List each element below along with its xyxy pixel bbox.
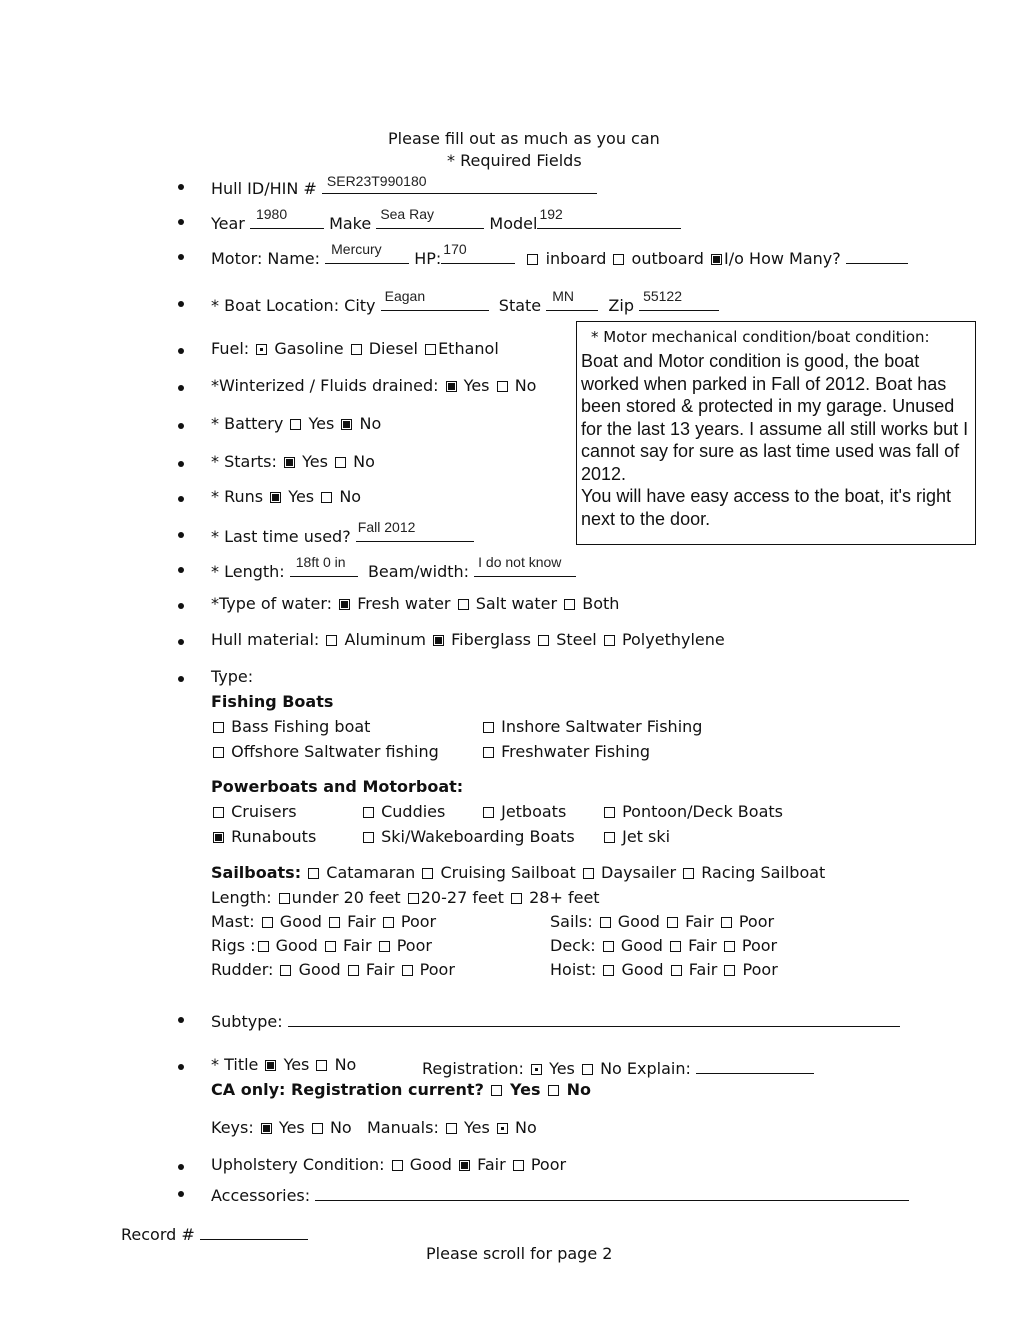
- hoist-label: Hoist:: [550, 960, 597, 979]
- last-used-field[interactable]: [356, 519, 474, 542]
- cruisers-label: Cruisers: [231, 802, 297, 821]
- hull-id-field[interactable]: [322, 175, 597, 194]
- accessories-label: Accessories:: [211, 1186, 311, 1205]
- rigs-label: Rigs :: [211, 936, 256, 955]
- city-value: Eagan: [384, 288, 426, 304]
- battery-no-label: No: [359, 414, 382, 433]
- accessories-row: [211, 1182, 909, 1205]
- sails-good-label: Good: [617, 912, 660, 931]
- inboard-label: inboard: [545, 249, 607, 268]
- winterized-yes-checkbox[interactable]: [446, 381, 457, 392]
- bass-option: [211, 717, 370, 736]
- inshore-option: [481, 717, 702, 736]
- hoist-poor-checkbox[interactable]: [724, 965, 735, 976]
- deck-poor-label: Poor: [741, 936, 778, 955]
- hull-material-row: [211, 630, 725, 649]
- runs-no-checkbox[interactable]: [321, 492, 332, 503]
- motor-name-label: Motor: Name:: [211, 249, 321, 268]
- jetski-checkbox[interactable]: [604, 832, 615, 843]
- offshore-label: Offshore Saltwater fishing: [231, 742, 439, 761]
- freshwater-option: [481, 742, 650, 761]
- rigs-fair-checkbox[interactable]: [325, 941, 336, 952]
- sails-good-checkbox[interactable]: [600, 917, 611, 928]
- deck-label: Deck:: [550, 936, 596, 955]
- jetboats-option: [481, 802, 566, 821]
- accessories-field[interactable]: [315, 1182, 909, 1201]
- both-water-checkbox[interactable]: [564, 599, 575, 610]
- hoist-poor-label: Poor: [742, 960, 778, 979]
- ski-label: Ski/Wakeboarding Boats: [381, 827, 575, 846]
- condition-box[interactable]: [576, 321, 976, 545]
- hp-label: HP:: [414, 249, 442, 268]
- manuals-no-label: No: [515, 1118, 537, 1137]
- city-label: * Boat Location: City: [211, 296, 376, 315]
- inshore-checkbox[interactable]: [483, 722, 494, 733]
- rudder-poor-checkbox[interactable]: [402, 965, 413, 976]
- jetski-option: [602, 827, 670, 846]
- power-heading: Powerboats and Motorboat:: [211, 777, 464, 796]
- bullet: [178, 1017, 184, 1023]
- manuals-label: Manuals:: [366, 1118, 439, 1137]
- racing-label: Racing Sailboat: [701, 863, 826, 882]
- battery-row: [211, 414, 381, 433]
- registration-no-label: No Explain:: [600, 1059, 691, 1078]
- beam-field[interactable]: [474, 554, 576, 577]
- bullet: [178, 532, 184, 538]
- zip-value: 55122: [643, 288, 683, 304]
- io-checkbox[interactable]: [711, 254, 722, 265]
- record-field[interactable]: [200, 1221, 308, 1240]
- water-label: *Type of water:: [211, 594, 333, 613]
- rudder-good-label: Good: [298, 960, 341, 979]
- instructions-line: Please fill out as much as you can: [388, 129, 660, 148]
- mast-poor-checkbox[interactable]: [383, 917, 394, 928]
- beam-value: I do not know: [478, 554, 562, 570]
- length-label: * Length:: [211, 562, 285, 581]
- inshore-label: Inshore Saltwater Fishing: [501, 717, 703, 736]
- year-make-model-row: [211, 206, 681, 233]
- motor-row: [211, 241, 908, 268]
- length-field[interactable]: [290, 554, 358, 577]
- battery-label: * Battery: [211, 414, 284, 433]
- upholstery-poor-checkbox[interactable]: [513, 1160, 524, 1171]
- condition-text: Boat and Motor condition is good, the boat worked when parked in Fall of 2012. Boat has been stored & protected in my garage. Unused for the last 13 years. I assume all still works but I cannot say for sure as last time used was fall of 2012.: [581, 351, 969, 484]
- last-used-value: Fall 2012: [357, 519, 416, 535]
- ca-no-checkbox[interactable]: [548, 1085, 559, 1096]
- registration-label: Registration:: [422, 1059, 524, 1078]
- footer-note: Please scroll for page 2: [426, 1244, 613, 1263]
- rudder-fair-label: Fair: [365, 960, 395, 979]
- title-yes-checkbox[interactable]: [265, 1060, 276, 1071]
- winterized-row: [211, 376, 536, 395]
- last-used-label: * Last time used?: [211, 527, 351, 546]
- 28plus-label: 28+ feet: [529, 888, 600, 907]
- bullet: [178, 301, 184, 307]
- upholstery-row: [211, 1155, 566, 1174]
- sail-length-row: [211, 888, 600, 907]
- rudder-fair-checkbox[interactable]: [348, 965, 359, 976]
- required-note: * Required Fields: [447, 151, 582, 170]
- aluminum-checkbox[interactable]: [326, 635, 337, 646]
- location-row: [211, 288, 719, 315]
- rudder-label: Rudder:: [211, 960, 274, 979]
- runs-no-label: No: [339, 487, 362, 506]
- beam-label: Beam/width:: [367, 562, 470, 581]
- catamaran-label: Catamaran: [326, 863, 416, 882]
- last-used-row: [211, 519, 474, 546]
- state-value: MN: [552, 288, 575, 304]
- polyethylene-label: Polyethylene: [621, 630, 725, 649]
- title-no-checkbox[interactable]: [316, 1060, 327, 1071]
- fishing-heading: Fishing Boats: [211, 692, 334, 711]
- record-label: Record #: [121, 1225, 195, 1244]
- sails-poor-label: Poor: [738, 912, 775, 931]
- steel-label: Steel: [556, 630, 597, 649]
- bullet: [178, 184, 184, 190]
- fresh-water-checkbox[interactable]: [339, 599, 350, 610]
- offshore-option: [211, 742, 439, 761]
- title-no-label: No: [334, 1055, 357, 1074]
- ca-no-label: No: [566, 1080, 592, 1099]
- mast-poor-label: Poor: [400, 912, 437, 931]
- rudder-poor-label: Poor: [419, 960, 455, 979]
- cruising-label: Cruising Sailboat: [440, 863, 576, 882]
- year-value: 1980: [255, 206, 288, 222]
- upholstery-poor-label: Poor: [530, 1155, 567, 1174]
- runabouts-option: [211, 827, 316, 846]
- water-row: [211, 594, 619, 613]
- cruisers-option: [211, 802, 297, 821]
- registration-no-checkbox[interactable]: [582, 1064, 593, 1075]
- cuddies-checkbox[interactable]: [363, 807, 374, 818]
- under20-checkbox[interactable]: [279, 893, 290, 904]
- bullet: [178, 567, 184, 573]
- ski-option: [361, 827, 575, 846]
- make-label: Make: [329, 214, 372, 233]
- ca-yes-label: Yes: [510, 1080, 541, 1099]
- runs-yes-checkbox[interactable]: [270, 492, 281, 503]
- ca-only-row: [211, 1080, 591, 1099]
- starts-yes-label: Yes: [302, 452, 328, 471]
- bullet: [178, 1164, 184, 1170]
- state-label: State: [498, 296, 542, 315]
- manuals-yes-checkbox[interactable]: [446, 1123, 457, 1134]
- ski-checkbox[interactable]: [363, 832, 374, 843]
- keys-no-checkbox[interactable]: [312, 1123, 323, 1134]
- freshwater-label: Freshwater Fishing: [501, 742, 651, 761]
- make-field[interactable]: [376, 206, 484, 229]
- ca-only-label: CA only: Registration current?: [211, 1080, 484, 1099]
- offshore-checkbox[interactable]: [213, 747, 224, 758]
- rigs-row: [211, 936, 432, 955]
- bullet: [178, 385, 184, 391]
- starts-label: * Starts:: [211, 452, 277, 471]
- daysailer-label: Daysailer: [601, 863, 677, 882]
- bass-checkbox[interactable]: [213, 722, 224, 733]
- rigs-good-label: Good: [275, 936, 318, 955]
- ethanol-checkbox[interactable]: [425, 344, 436, 355]
- pontoon-checkbox[interactable]: [604, 807, 615, 818]
- mast-fair-label: Fair: [347, 912, 376, 931]
- zip-field[interactable]: [639, 288, 719, 311]
- zip-label: Zip: [608, 296, 634, 315]
- mast-row: [211, 912, 436, 931]
- motor-name-field[interactable]: [325, 241, 409, 264]
- rudder-good-checkbox[interactable]: [280, 965, 291, 976]
- rigs-good-checkbox[interactable]: [258, 941, 269, 952]
- winterized-yes-label: Yes: [463, 376, 490, 395]
- pontoon-label: Pontoon/Deck Boats: [622, 802, 783, 821]
- outboard-label: outboard: [631, 249, 704, 268]
- ethanol-label: Ethanol: [438, 339, 499, 358]
- hull-material-label: Hull material:: [211, 630, 320, 649]
- motor-name-value: Mercury: [331, 241, 382, 257]
- hoist-good-checkbox[interactable]: [603, 965, 614, 976]
- ca-yes-checkbox[interactable]: [491, 1085, 502, 1096]
- starts-no-label: No: [353, 452, 375, 471]
- model-field[interactable]: [537, 206, 681, 229]
- bullet: [178, 676, 184, 682]
- bullet: [178, 461, 184, 467]
- bullet: [178, 219, 184, 225]
- hp-value: 170: [443, 241, 467, 257]
- rigs-poor-label: Poor: [396, 936, 432, 955]
- salt-water-label: Salt water: [475, 594, 558, 613]
- keys-row: [211, 1118, 537, 1137]
- 20to27-checkbox[interactable]: [408, 893, 419, 904]
- manuals-no-checkbox[interactable]: [497, 1123, 508, 1134]
- subtype-label: Subtype:: [211, 1012, 283, 1031]
- gasoline-label: Gasoline: [274, 339, 344, 358]
- starts-yes-checkbox[interactable]: [284, 457, 295, 468]
- runabouts-label: Runabouts: [231, 827, 317, 846]
- title-yes-label: Yes: [283, 1055, 310, 1074]
- jetboats-checkbox[interactable]: [483, 807, 494, 818]
- polyethylene-checkbox[interactable]: [604, 635, 615, 646]
- hull-id-row: [211, 175, 597, 198]
- aluminum-label: Aluminum: [344, 630, 426, 649]
- mast-label: Mast:: [211, 912, 255, 931]
- bullet: [178, 496, 184, 502]
- registration-yes-label: Yes: [549, 1059, 575, 1078]
- under20-label: under 20 feet: [291, 888, 401, 907]
- mast-good-checkbox[interactable]: [262, 917, 273, 928]
- battery-no-checkbox[interactable]: [341, 419, 352, 430]
- freshwater-checkbox[interactable]: [483, 747, 494, 758]
- starts-no-checkbox[interactable]: [335, 457, 346, 468]
- mast-fair-checkbox[interactable]: [329, 917, 340, 928]
- bullet: [178, 1191, 184, 1197]
- record-row: [121, 1221, 308, 1244]
- city-field[interactable]: [381, 288, 489, 311]
- cruisers-checkbox[interactable]: [213, 807, 224, 818]
- sails-fair-checkbox[interactable]: [667, 917, 678, 928]
- catamaran-checkbox[interactable]: [308, 868, 319, 879]
- winterized-label: *Winterized / Fluids drained:: [211, 376, 439, 395]
- year-field[interactable]: [250, 206, 324, 229]
- condition-heading: * Motor mechanical condition/boat condition:: [591, 328, 930, 346]
- sail-heading: Sailboats:: [211, 863, 302, 882]
- jetski-label: Jet ski: [622, 827, 671, 846]
- bullet: [178, 348, 184, 354]
- deck-poor-checkbox[interactable]: [724, 941, 735, 952]
- 28plus-checkbox[interactable]: [511, 893, 522, 904]
- hoist-fair-label: Fair: [688, 960, 718, 979]
- diesel-checkbox[interactable]: [351, 344, 362, 355]
- hoist-good-label: Good: [621, 960, 664, 979]
- 20to27-label: 20-27 feet: [420, 888, 504, 907]
- runs-row: [211, 487, 361, 506]
- title-label: * Title: [211, 1055, 259, 1074]
- cruising-checkbox[interactable]: [422, 868, 433, 879]
- bullet: [178, 603, 184, 609]
- deck-fair-label: Fair: [688, 936, 717, 955]
- hoist-fair-checkbox[interactable]: [671, 965, 682, 976]
- upholstery-fair-checkbox[interactable]: [459, 1160, 470, 1171]
- sails-row: [550, 912, 774, 931]
- racing-checkbox[interactable]: [683, 868, 694, 879]
- runs-label: * Runs: [211, 487, 264, 506]
- title-row: [211, 1055, 356, 1074]
- hoist-row: [550, 960, 778, 979]
- inboard-checkbox[interactable]: [527, 254, 538, 265]
- subtype-field[interactable]: [288, 1008, 900, 1027]
- sail-length-label: Length:: [211, 888, 272, 907]
- length-value: 18ft 0 in: [295, 554, 346, 570]
- deck-good-label: Good: [620, 936, 663, 955]
- sails-poor-checkbox[interactable]: [721, 917, 732, 928]
- hull-id-label: Hull ID/HIN #: [211, 179, 317, 198]
- both-water-label: Both: [582, 594, 620, 613]
- fiberglass-checkbox[interactable]: [433, 635, 444, 646]
- bullet: [178, 254, 184, 260]
- cuddies-label: Cuddies: [381, 802, 446, 821]
- hp-field[interactable]: [441, 241, 515, 264]
- hull-id-value: SER23T990180: [326, 173, 427, 189]
- deck-row: [550, 936, 777, 955]
- io-label: I/o How Many?: [724, 249, 841, 268]
- mast-good-label: Good: [279, 912, 322, 931]
- fuel-row: [211, 339, 499, 358]
- upholstery-good-checkbox[interactable]: [392, 1160, 403, 1171]
- condition-text-2: You will have easy access to the boat, it's right next to the door.: [581, 486, 951, 529]
- runabouts-checkbox[interactable]: [213, 832, 224, 843]
- keys-label: Keys:: [211, 1118, 254, 1137]
- explain-field[interactable]: [696, 1055, 814, 1074]
- jetboats-label: Jetboats: [501, 802, 567, 821]
- sails-label: Sails:: [550, 912, 593, 931]
- length-row: [211, 554, 576, 581]
- subtype-row: [211, 1008, 900, 1031]
- bullet: [178, 639, 184, 645]
- rigs-poor-checkbox[interactable]: [379, 941, 390, 952]
- model-value: 192: [539, 206, 563, 222]
- manuals-yes-label: Yes: [464, 1118, 490, 1137]
- upholstery-label: Upholstery Condition:: [211, 1155, 385, 1174]
- starts-row: [211, 452, 375, 471]
- runs-yes-label: Yes: [288, 487, 315, 506]
- sails-fair-label: Fair: [685, 912, 714, 931]
- upholstery-fair-label: Fair: [477, 1155, 506, 1174]
- bullet: [178, 423, 184, 429]
- make-value: Sea Ray: [380, 206, 435, 222]
- fresh-water-label: Fresh water: [357, 594, 451, 613]
- deck-good-checkbox[interactable]: [603, 941, 614, 952]
- battery-yes-label: Yes: [308, 414, 335, 433]
- bullet: [178, 1064, 184, 1070]
- how-many-field[interactable]: [846, 245, 908, 264]
- keys-yes-checkbox[interactable]: [261, 1123, 272, 1134]
- model-label: Model: [489, 214, 538, 233]
- fuel-label: Fuel:: [211, 339, 250, 358]
- deck-fair-checkbox[interactable]: [670, 941, 681, 952]
- winterized-no-label: No: [514, 376, 537, 395]
- daysailer-checkbox[interactable]: [583, 868, 594, 879]
- diesel-label: Diesel: [368, 339, 418, 358]
- year-label: Year: [211, 214, 245, 233]
- steel-checkbox[interactable]: [538, 635, 549, 646]
- rigs-fair-label: Fair: [342, 936, 372, 955]
- pontoon-option: [602, 802, 783, 821]
- rudder-row: [211, 960, 455, 979]
- keys-no-label: No: [329, 1118, 352, 1137]
- salt-water-checkbox[interactable]: [458, 599, 469, 610]
- bass-label: Bass Fishing boat: [231, 717, 371, 736]
- battery-yes-checkbox[interactable]: [290, 419, 301, 430]
- sailboats-row: [211, 863, 825, 882]
- cuddies-option: [361, 802, 445, 821]
- upholstery-good-label: Good: [409, 1155, 452, 1174]
- fiberglass-label: Fiberglass: [451, 630, 531, 649]
- keys-yes-label: Yes: [278, 1118, 305, 1137]
- registration-yes-checkbox[interactable]: [531, 1064, 542, 1075]
- outboard-checkbox[interactable]: [613, 254, 624, 265]
- type-label: Type:: [211, 667, 254, 686]
- gasoline-checkbox[interactable]: [256, 344, 267, 355]
- state-field[interactable]: [546, 288, 598, 311]
- winterized-no-checkbox[interactable]: [497, 381, 508, 392]
- registration-row: [422, 1055, 814, 1078]
